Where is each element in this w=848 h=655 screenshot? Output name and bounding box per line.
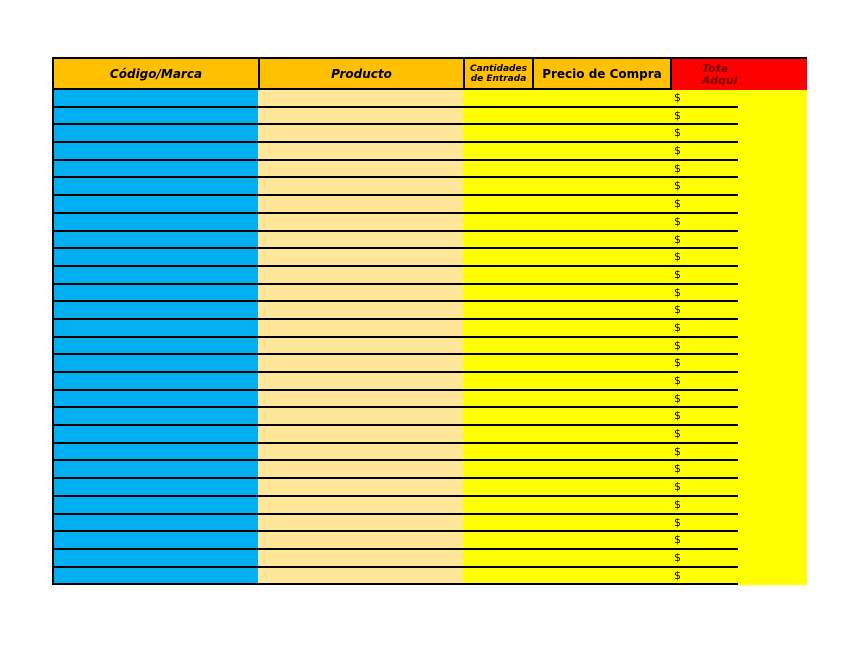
- cell-total[interactable]: $: [670, 497, 738, 515]
- cell-producto[interactable]: [258, 497, 465, 515]
- cell-codigo[interactable]: [52, 125, 260, 143]
- cell-codigo[interactable]: [52, 568, 260, 586]
- cell-total[interactable]: $: [670, 196, 738, 214]
- cell-codigo[interactable]: [52, 320, 260, 338]
- cell-precio[interactable]: [532, 214, 672, 232]
- cell-cantidades[interactable]: [463, 285, 534, 303]
- cell-codigo[interactable]: [52, 479, 260, 497]
- cell-codigo[interactable]: [52, 444, 260, 462]
- cell-precio[interactable]: [532, 479, 672, 497]
- cell-total[interactable]: $: [670, 426, 738, 444]
- cell-total[interactable]: $: [670, 532, 738, 550]
- cell-codigo[interactable]: [52, 178, 260, 196]
- cell-total[interactable]: $: [670, 143, 738, 161]
- cell-cantidades[interactable]: [463, 338, 534, 356]
- cell-precio[interactable]: [532, 178, 672, 196]
- cell-cantidades[interactable]: [463, 426, 534, 444]
- header-cantidades[interactable]: [463, 57, 534, 90]
- cell-codigo[interactable]: [52, 302, 260, 320]
- cell-producto[interactable]: [258, 461, 465, 479]
- cell-cantidades[interactable]: [463, 214, 534, 232]
- cell-codigo[interactable]: [52, 232, 260, 250]
- cell-codigo[interactable]: [52, 532, 260, 550]
- cell-total[interactable]: $: [670, 568, 738, 586]
- cell-producto[interactable]: [258, 391, 465, 409]
- cell-precio[interactable]: [532, 90, 672, 108]
- cell-producto[interactable]: [258, 214, 465, 232]
- cell-codigo[interactable]: [52, 355, 260, 373]
- cell-cantidades[interactable]: [463, 408, 534, 426]
- cell-cantidades[interactable]: [463, 302, 534, 320]
- cell-cantidades[interactable]: [463, 249, 534, 267]
- cell-total[interactable]: $: [670, 232, 738, 250]
- cell-cantidades[interactable]: [463, 550, 534, 568]
- cell-total[interactable]: $: [670, 320, 738, 338]
- cell-codigo[interactable]: [52, 108, 260, 126]
- cell-precio[interactable]: [532, 161, 672, 179]
- cell-total[interactable]: $: [670, 408, 738, 426]
- cell-codigo[interactable]: [52, 408, 260, 426]
- cell-producto[interactable]: [258, 355, 465, 373]
- cell-precio[interactable]: [532, 373, 672, 391]
- cell-producto[interactable]: [258, 196, 465, 214]
- header-total-adquirido[interactable]: [670, 57, 807, 90]
- cell-precio[interactable]: [532, 532, 672, 550]
- cell-cantidades[interactable]: [463, 515, 534, 533]
- cell-producto[interactable]: [258, 249, 465, 267]
- cell-codigo[interactable]: [52, 515, 260, 533]
- cell-total[interactable]: $: [670, 214, 738, 232]
- cell-precio[interactable]: [532, 108, 672, 126]
- yellow-fill-area: [738, 90, 807, 585]
- cell-precio[interactable]: [532, 125, 672, 143]
- cell-cantidades[interactable]: [463, 444, 534, 462]
- cell-precio[interactable]: [532, 143, 672, 161]
- cell-codigo[interactable]: [52, 338, 260, 356]
- header-cantidades-line2: de Entrada: [470, 73, 527, 84]
- cell-precio[interactable]: [532, 355, 672, 373]
- cell-cantidades[interactable]: [463, 267, 534, 285]
- cell-producto[interactable]: [258, 90, 465, 108]
- cell-producto[interactable]: [258, 143, 465, 161]
- cell-codigo[interactable]: [52, 373, 260, 391]
- cell-precio[interactable]: [532, 568, 672, 586]
- cell-cantidades[interactable]: [463, 178, 534, 196]
- cell-codigo[interactable]: [52, 161, 260, 179]
- cell-producto[interactable]: [258, 125, 465, 143]
- cell-total[interactable]: $: [670, 373, 738, 391]
- cell-precio[interactable]: [532, 285, 672, 303]
- cell-total[interactable]: $: [670, 302, 738, 320]
- cell-codigo[interactable]: [52, 497, 260, 515]
- cell-cantidades[interactable]: [463, 355, 534, 373]
- cell-total[interactable]: $: [670, 550, 738, 568]
- cell-total[interactable]: $: [670, 90, 738, 108]
- cell-total[interactable]: $: [670, 444, 738, 462]
- cell-cantidades[interactable]: [463, 532, 534, 550]
- cell-cantidades[interactable]: [463, 143, 534, 161]
- cell-codigo[interactable]: [52, 267, 260, 285]
- cell-producto[interactable]: [258, 232, 465, 250]
- header-total-line1: Tota: [702, 61, 729, 75]
- cell-total[interactable]: $: [670, 125, 738, 143]
- cell-codigo[interactable]: [52, 461, 260, 479]
- cell-precio[interactable]: [532, 249, 672, 267]
- cell-precio[interactable]: [532, 497, 672, 515]
- cell-producto[interactable]: [258, 320, 465, 338]
- cell-precio[interactable]: [532, 302, 672, 320]
- cell-producto[interactable]: [258, 515, 465, 533]
- cell-producto[interactable]: [258, 550, 465, 568]
- cell-codigo[interactable]: [52, 249, 260, 267]
- cell-cantidades[interactable]: [463, 320, 534, 338]
- cell-precio[interactable]: [532, 196, 672, 214]
- cell-producto[interactable]: [258, 479, 465, 497]
- cell-total[interactable]: $: [670, 355, 738, 373]
- cell-cantidades[interactable]: [463, 479, 534, 497]
- cell-cantidades[interactable]: [463, 391, 534, 409]
- cell-producto[interactable]: [258, 426, 465, 444]
- cell-total[interactable]: $: [670, 285, 738, 303]
- cell-producto[interactable]: [258, 408, 465, 426]
- cell-total[interactable]: $: [670, 178, 738, 196]
- header-total-line2: Adqui: [702, 73, 738, 87]
- cell-codigo[interactable]: [52, 90, 260, 108]
- cell-total[interactable]: $: [670, 108, 738, 126]
- cell-cantidades[interactable]: [463, 108, 534, 126]
- cell-producto[interactable]: [258, 302, 465, 320]
- cell-precio[interactable]: [532, 267, 672, 285]
- cell-codigo[interactable]: [52, 285, 260, 303]
- cell-total[interactable]: $: [670, 461, 738, 479]
- cell-precio[interactable]: [532, 320, 672, 338]
- cell-codigo[interactable]: [52, 196, 260, 214]
- cell-codigo[interactable]: [52, 214, 260, 232]
- cell-producto[interactable]: [258, 373, 465, 391]
- cell-precio[interactable]: [532, 461, 672, 479]
- cell-precio[interactable]: [532, 391, 672, 409]
- cell-producto[interactable]: [258, 532, 465, 550]
- cell-cantidades[interactable]: [463, 497, 534, 515]
- cell-producto[interactable]: [258, 568, 465, 586]
- header-codigo-marca[interactable]: Código/Marca: [52, 57, 260, 90]
- cell-precio[interactable]: [532, 338, 672, 356]
- cell-precio[interactable]: [532, 232, 672, 250]
- cell-codigo[interactable]: [52, 550, 260, 568]
- cell-codigo[interactable]: [52, 426, 260, 444]
- cell-cantidades[interactable]: [463, 161, 534, 179]
- cell-producto[interactable]: [258, 161, 465, 179]
- cell-producto[interactable]: [258, 178, 465, 196]
- cell-cantidades[interactable]: [463, 568, 534, 586]
- cell-precio[interactable]: [532, 515, 672, 533]
- cell-precio[interactable]: [532, 426, 672, 444]
- cell-total[interactable]: $: [670, 515, 738, 533]
- cell-cantidades[interactable]: [463, 373, 534, 391]
- cell-producto[interactable]: [258, 267, 465, 285]
- cell-total[interactable]: $: [670, 338, 738, 356]
- cell-producto[interactable]: [258, 285, 465, 303]
- cell-cantidades[interactable]: [463, 90, 534, 108]
- cell-precio[interactable]: [532, 444, 672, 462]
- cell-codigo[interactable]: [52, 143, 260, 161]
- cell-cantidades[interactable]: [463, 196, 534, 214]
- cell-total[interactable]: $: [670, 161, 738, 179]
- cell-producto[interactable]: [258, 108, 465, 126]
- cell-total[interactable]: $: [670, 391, 738, 409]
- cell-total[interactable]: $: [670, 249, 738, 267]
- cell-total[interactable]: $: [670, 479, 738, 497]
- header-cantidades-line1: Cantidades: [470, 63, 527, 74]
- cell-cantidades[interactable]: [463, 461, 534, 479]
- cell-cantidades[interactable]: [463, 125, 534, 143]
- cell-total[interactable]: $: [670, 267, 738, 285]
- cell-cantidades[interactable]: [463, 232, 534, 250]
- header-producto[interactable]: Producto: [258, 57, 465, 90]
- header-precio-compra[interactable]: Precio de Compra: [532, 57, 672, 90]
- cell-producto[interactable]: [258, 338, 465, 356]
- cell-precio[interactable]: [532, 408, 672, 426]
- cell-codigo[interactable]: [52, 391, 260, 409]
- cell-producto[interactable]: [258, 444, 465, 462]
- cell-precio[interactable]: [532, 550, 672, 568]
